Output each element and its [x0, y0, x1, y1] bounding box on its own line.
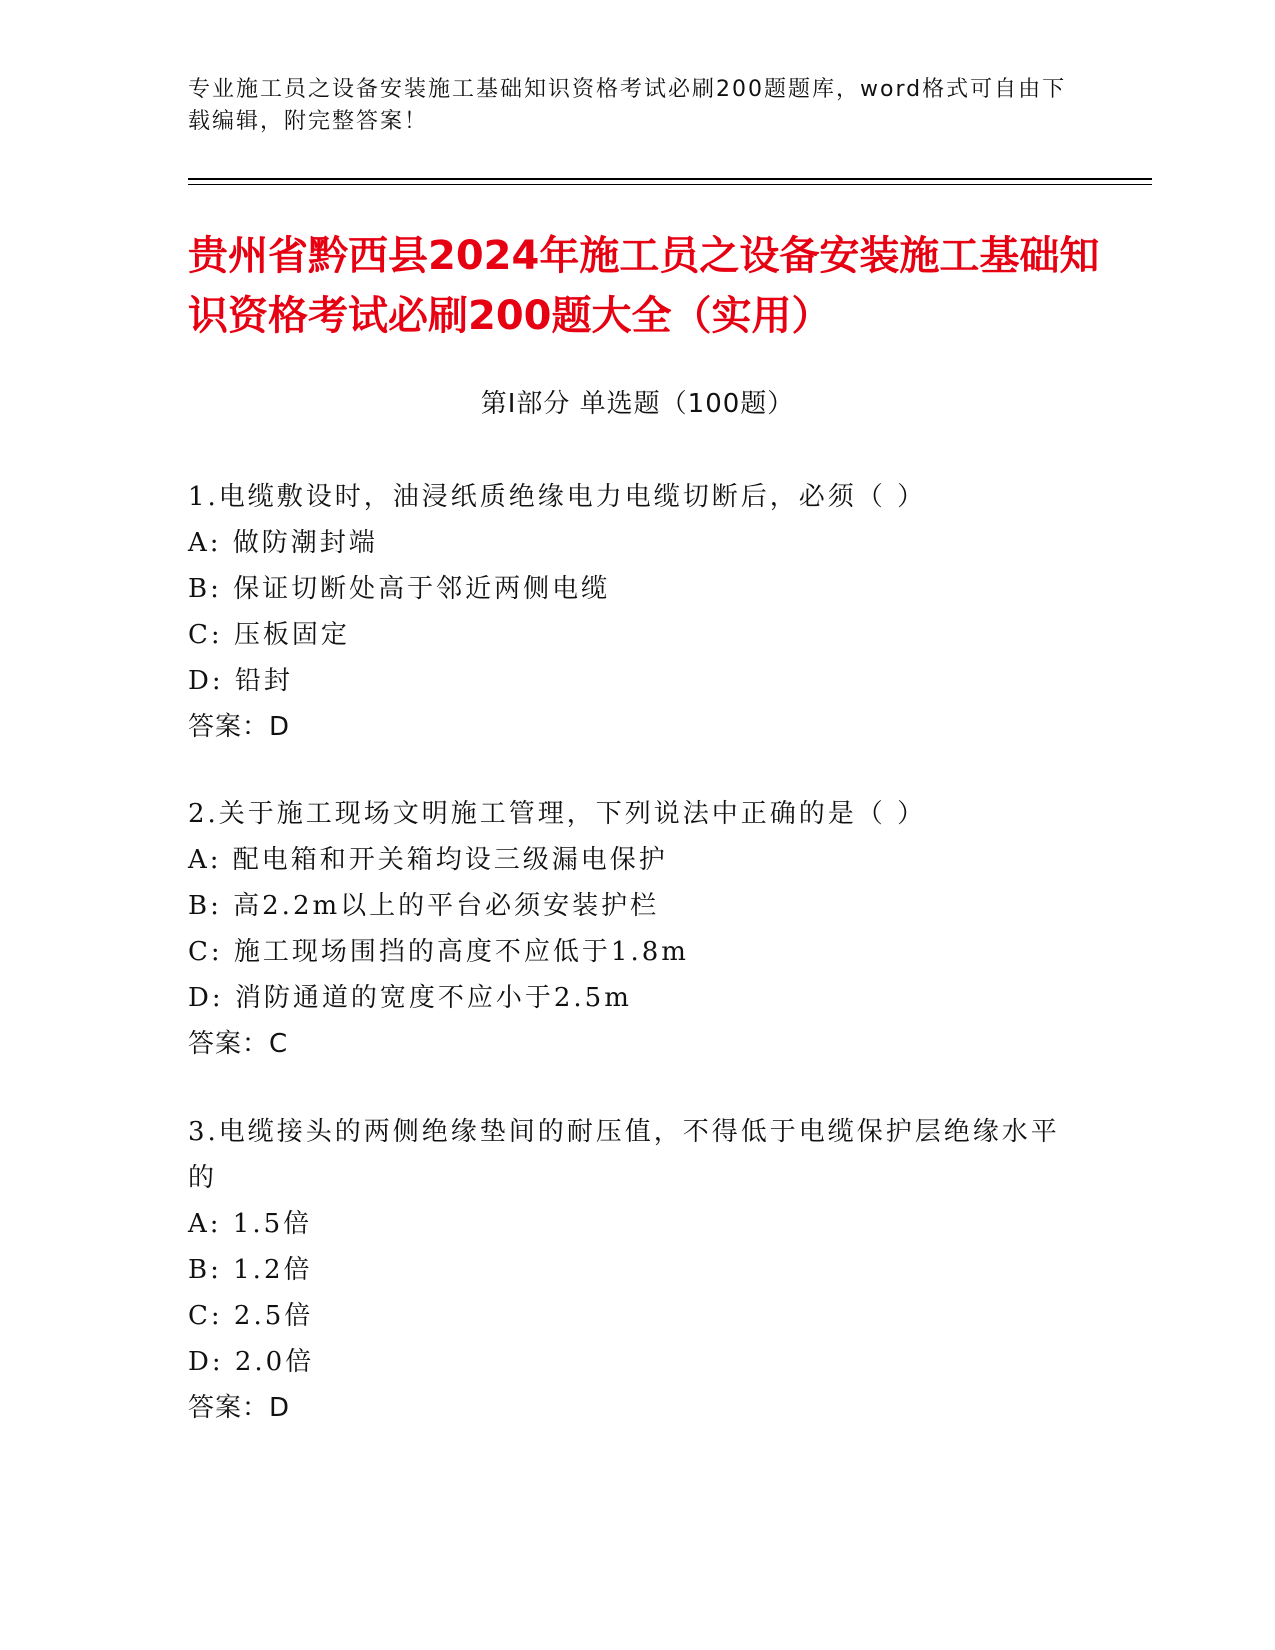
option-c: C: 2.5倍	[188, 1301, 314, 1331]
question-stem: 3.电缆接头的两侧绝缘垫间的耐压值，不得低于电缆保护层绝缘水平的	[188, 1117, 1060, 1193]
option-a: A: 配电箱和开关箱均设三级漏电保护	[188, 845, 668, 875]
answer: 答案：C	[188, 1029, 289, 1059]
option-a: A: 1.5倍	[188, 1209, 313, 1239]
document-title: 贵州省黔西县2024年施工员之设备安装施工基础知识资格考试必刷200题大全（实用）	[188, 233, 1100, 339]
question-block	[188, 791, 1068, 1067]
question-stem: 2.关于施工现场文明施工管理，下列说法中正确的是（ ）	[188, 799, 927, 829]
option-d: D: 铅封	[188, 666, 293, 696]
question-block	[188, 1109, 1068, 1431]
answer: 答案：D	[188, 712, 291, 742]
option-c: C: 施工现场围挡的高度不应低于1.8m	[188, 937, 689, 967]
question-stem: 1.电缆敷设时，油浸纸质绝缘电力电缆切断后，必须（ ）	[188, 482, 927, 512]
header-divider-thin	[188, 184, 1152, 185]
section-title: 第I部分 单选题（100题）	[480, 389, 795, 419]
option-b: B: 保证切断处高于邻近两侧电缆	[188, 574, 611, 604]
question-block	[188, 474, 1068, 750]
option-d: D: 2.0倍	[188, 1347, 315, 1377]
option-c: C: 压板固定	[188, 620, 350, 650]
header-note: 专业施工员之设备安装施工基础知识资格考试必刷200题题库，word格式可自由下载编辑，附完整答案！	[188, 77, 1067, 134]
option-d: D: 消防通道的宽度不应小于2.5m	[188, 983, 632, 1013]
answer: 答案：D	[188, 1393, 291, 1423]
option-b: B: 1.2倍	[188, 1255, 313, 1285]
option-b: B: 高2.2m以上的平台必须安装护栏	[188, 891, 660, 921]
header-divider-thick	[188, 178, 1152, 180]
option-a: A: 做防潮封端	[188, 528, 378, 558]
